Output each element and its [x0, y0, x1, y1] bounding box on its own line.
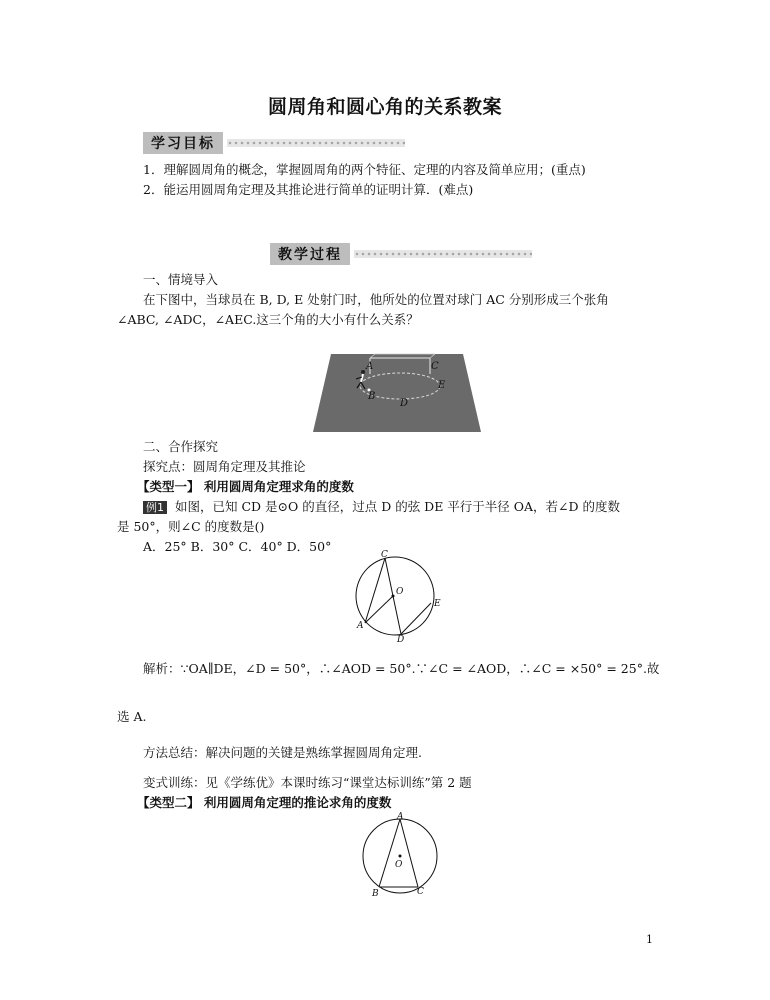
paragraph: ∠ABC, ∠ADC，∠AEC.这三个角的大小有什么关系？ [117, 312, 419, 327]
figure-label: A [357, 621, 364, 631]
type-heading: 【类型一】 利用圆周角定理求角的度数 [137, 479, 354, 494]
figure-label: B [368, 391, 376, 402]
figure-label: E [434, 599, 441, 609]
circle-figure-2 [355, 810, 445, 900]
figure-label: E [438, 380, 446, 391]
soccer-field-figure [313, 352, 483, 434]
goal-item: 1．理解圆周角的概念，掌握圆周角的两个特征、定理的内容及简单应用；(重点) [143, 162, 586, 177]
banner-dots [354, 250, 532, 258]
answer-options: A．25° B．30° C．40° D．50° [143, 539, 332, 554]
figure-label: D [400, 398, 409, 409]
type-heading: 【类型二】 利用圆周角定理的推论求角的度数 [137, 795, 392, 810]
section-banner-process [270, 244, 532, 264]
figure-label: C [381, 550, 388, 560]
goal-item: 2．能运用圆周角定理及其推论进行简单的证明计算．(难点) [143, 182, 474, 197]
section-heading: 二、合作探究 [143, 439, 219, 454]
solution-label: 解析： [143, 661, 181, 676]
solution-line [143, 659, 659, 679]
circle-figure-1 [345, 549, 445, 644]
example-text: 如图，已知 CD 是⊙O 的直径，过点 D 的弦 DE 平行于半径 OA，若∠D 的度数 [175, 499, 621, 514]
method-summary: 方法总结：解决问题的关键是熟练掌握圆周角定理. [143, 745, 422, 760]
figure-label: D [397, 635, 405, 644]
paragraph: 是 50°，则∠C 的度数是() [117, 519, 265, 534]
figure-label: O [396, 587, 404, 597]
page-number: 1 [646, 933, 653, 946]
figure-label: B [372, 889, 379, 899]
figure-label: A [366, 361, 374, 372]
solution-end: 选 A. [117, 709, 147, 724]
section-heading: 一、情境导入 [143, 272, 219, 287]
figure-label: C [431, 361, 439, 372]
page-title: 圆周角和圆心角的关系教案 [267, 96, 502, 118]
banner-label: 教学过程 [270, 243, 350, 265]
banner-label: 学习目标 [143, 132, 223, 154]
example-tag: 例1 [143, 501, 167, 514]
figure-label: A [397, 812, 404, 822]
solution-text: ∵OA∥DE，∠D = 50°，∴∠AOD = 50°.∵∠C = ∠AOD，∴∠C = ×50° = 25°.故 [180, 661, 660, 676]
example-line [143, 497, 620, 517]
figure-label: C [417, 887, 424, 897]
figure-label: O [395, 860, 403, 870]
paragraph: 在下图中，当球员在 B, D, E 处射门时，他所处的位置对球门 AC 分别形成三个张角 [143, 292, 609, 307]
paragraph: 探究点：圆周角定理及其推论 [143, 459, 306, 474]
practice-note: 变式训练：见《学练优》本课时练习“课堂达标训练”第 2 题 [143, 775, 472, 790]
section-banner-goals [143, 133, 405, 153]
banner-dots [227, 139, 405, 147]
